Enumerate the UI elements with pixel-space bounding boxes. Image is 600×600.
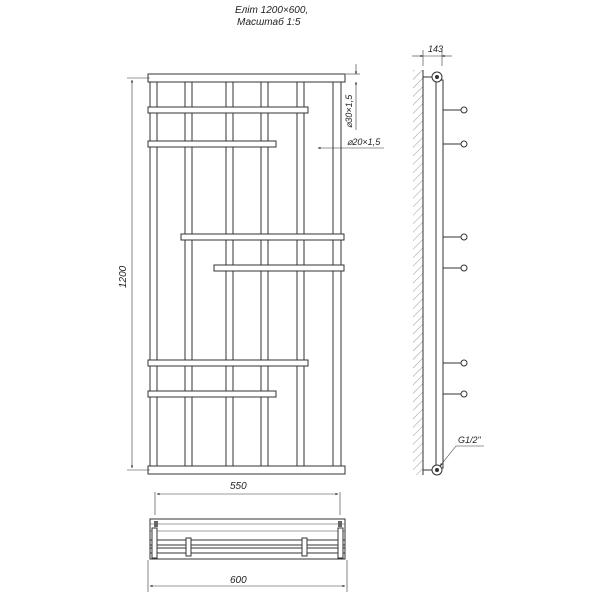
pipe-horizontal-label: ⌀20×1,5: [347, 137, 381, 147]
wall-hatch: [413, 70, 423, 475]
top-view: [148, 481, 347, 592]
dim-width-bottom-label: 600: [230, 575, 247, 586]
front-view: [118, 64, 384, 474]
horizontal-rails: [148, 107, 344, 397]
bottom-collector: [148, 466, 345, 474]
vertical-posts: [150, 78, 341, 470]
title-model: Еліт 1200×600,: [235, 5, 309, 16]
pipe-vertical-label: ⌀30×1,5: [344, 94, 354, 128]
side-riser: [436, 80, 443, 468]
dim-depth-label: 143: [428, 44, 444, 54]
thread-label: G1/2": [458, 435, 481, 445]
title-scale: Масштаб 1:5: [237, 17, 301, 28]
dim-height-label: 1200: [118, 265, 129, 288]
top-collector: [148, 74, 345, 82]
dim-width-top-label: 550: [230, 481, 247, 492]
side-view: [412, 44, 484, 475]
side-rail-ends: [443, 107, 467, 397]
